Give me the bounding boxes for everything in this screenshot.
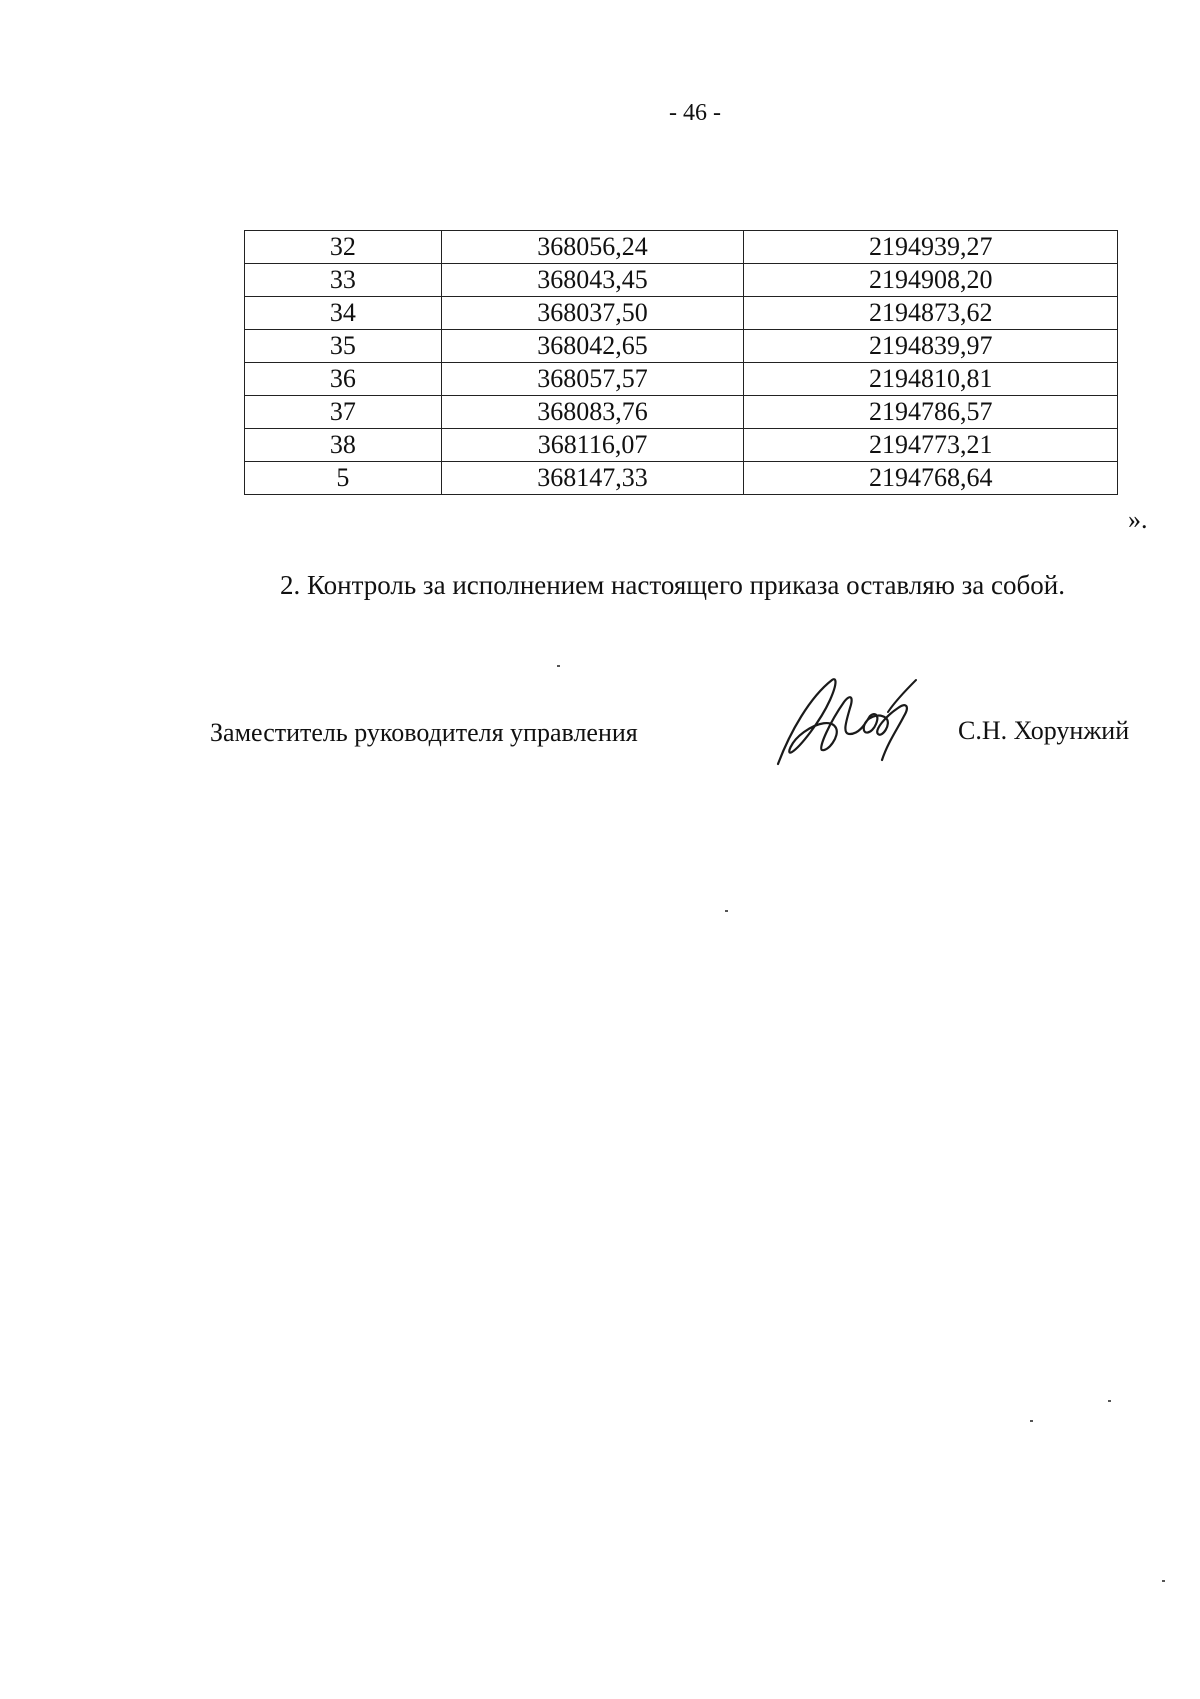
x-coordinate-cell: 368043,45 (441, 264, 744, 297)
y-coordinate-cell: 2194873,62 (744, 297, 1118, 330)
point-number-cell: 35 (245, 330, 442, 363)
y-coordinate-cell: 2194939,27 (744, 231, 1118, 264)
scan-speck (1030, 1420, 1033, 1422)
table-row (245, 231, 1118, 264)
scan-speck (1162, 1580, 1165, 1582)
point-number-cell: 34 (245, 297, 442, 330)
y-coordinate-cell: 2194839,97 (744, 330, 1118, 363)
control-paragraph: 2. Контроль за исполнением настоящего приказа оставляю за собой. (280, 570, 1065, 600)
point-number-cell: 37 (245, 396, 442, 429)
coordinates-table (244, 230, 1118, 495)
x-coordinate-cell: 368037,50 (441, 297, 744, 330)
table-row (245, 264, 1118, 297)
x-coordinate-cell: 368056,24 (441, 231, 744, 264)
signer-title: Заместитель руководителя управления (210, 718, 638, 747)
closing-quote: ». (1128, 505, 1148, 534)
x-coordinate-cell: 368057,57 (441, 363, 744, 396)
signer-name: С.Н. Хорунжий (958, 716, 1130, 745)
x-coordinate-cell: 368116,07 (441, 429, 744, 462)
handwritten-signature (770, 672, 930, 772)
point-number-cell: 38 (245, 429, 442, 462)
point-number-cell: 33 (245, 264, 442, 297)
table-row (245, 429, 1118, 462)
y-coordinate-cell: 2194786,57 (744, 396, 1118, 429)
scan-speck (725, 910, 728, 912)
y-coordinate-cell: 2194773,21 (744, 429, 1118, 462)
page-number: - 46 - (669, 100, 721, 126)
x-coordinate-cell: 368147,33 (441, 462, 744, 495)
table-row (245, 330, 1118, 363)
y-coordinate-cell: 2194810,81 (744, 363, 1118, 396)
x-coordinate-cell: 368042,65 (441, 330, 744, 363)
point-number-cell: 5 (245, 462, 442, 495)
table-row (245, 297, 1118, 330)
y-coordinate-cell: 2194908,20 (744, 264, 1118, 297)
table-row (245, 363, 1118, 396)
x-coordinate-cell: 368083,76 (441, 396, 744, 429)
table-row (245, 462, 1118, 495)
point-number-cell: 36 (245, 363, 442, 396)
table-row (245, 396, 1118, 429)
y-coordinate-cell: 2194768,64 (744, 462, 1118, 495)
scan-speck (1108, 1400, 1111, 1402)
scan-speck (557, 665, 560, 667)
point-number-cell: 32 (245, 231, 442, 264)
